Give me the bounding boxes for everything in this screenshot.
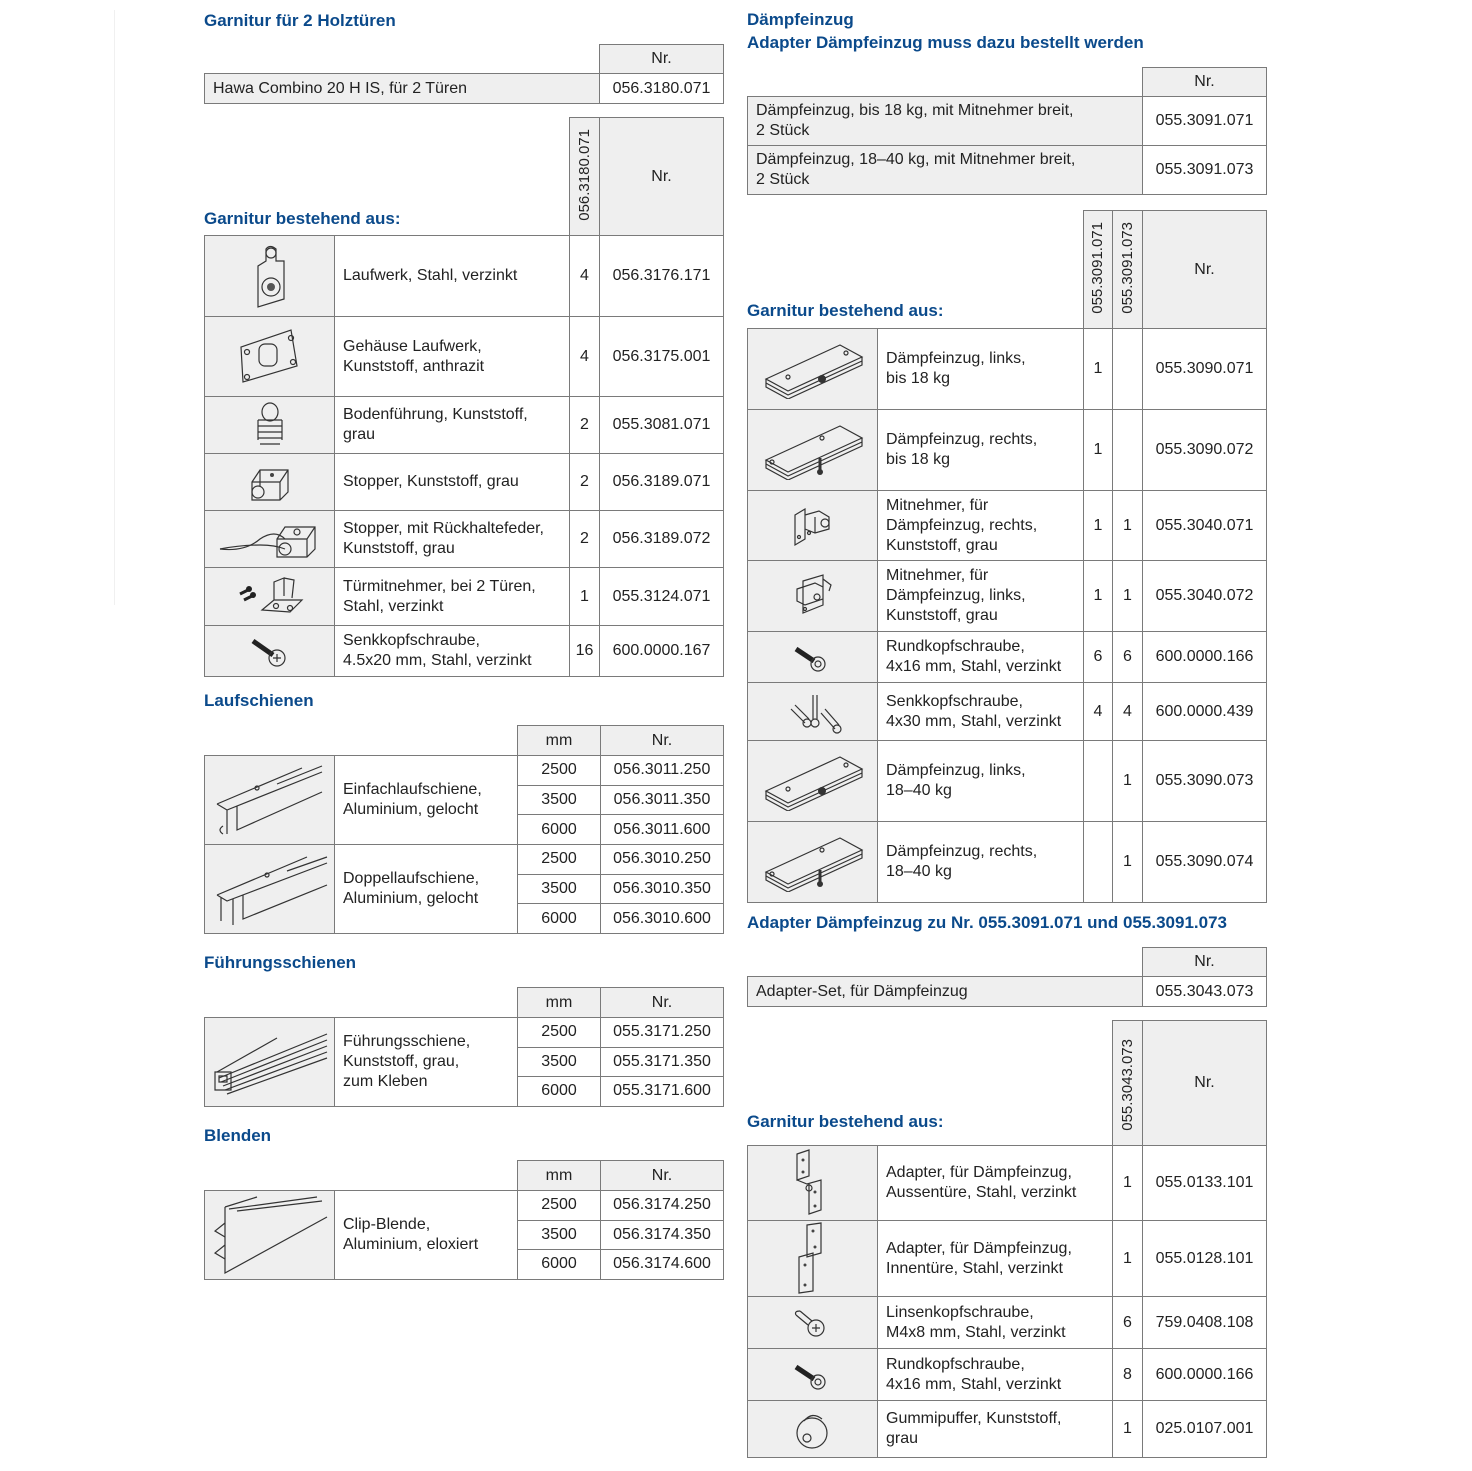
item-description: Dämpfeinzug, rechts, 18–40 kg: [878, 822, 1084, 903]
countersunk-screws-icon: [748, 683, 878, 741]
table-row: [748, 491, 1267, 561]
article-number: 055.0133.101: [1143, 1146, 1267, 1221]
length-mm: 3500: [518, 1047, 601, 1077]
item-description: Clip-Blende, Aluminium, eloxiert: [335, 1191, 518, 1280]
activator-right-icon: [748, 491, 878, 561]
table-row: [205, 626, 724, 677]
table-row: [748, 97, 1267, 146]
section-subtitle-daempfeinzug: Adapter Dämpfeinzug muss dazu bestellt werden: [747, 33, 1144, 52]
round-head-screw-icon: [748, 632, 878, 683]
column-header-mm: mm: [518, 988, 601, 1018]
section-title-laufschienen: Laufschienen: [204, 691, 314, 710]
length-mm: 6000: [518, 1077, 601, 1107]
article-number: 056.3174.250: [601, 1191, 724, 1221]
adapter-inner-door-icon: [748, 1221, 878, 1297]
length-mm: 6000: [518, 1250, 601, 1280]
table-row: [748, 1221, 1267, 1297]
quantity-set-b: 1: [1113, 741, 1143, 822]
column-header-nr: Nr.: [600, 118, 724, 236]
item-description: Laufwerk, Stahl, verzinkt: [335, 236, 570, 317]
quantity-set-a: 1: [1084, 410, 1113, 491]
item-description: Adapter, für Dämpfeinzug, Innentüre, Stahl, verzinkt: [878, 1221, 1113, 1297]
garnitur-components-table: [204, 117, 724, 677]
item-description: Senkkopfschraube, 4x30 mm, Stahl, verzinkt: [878, 683, 1084, 741]
article-number: 600.0000.167: [600, 626, 724, 677]
column-header-set: 056.3180.071: [570, 118, 600, 236]
item-description: Linsenkopfschraube, M4x8 mm, Stahl, verzinkt: [878, 1297, 1113, 1349]
article-number: 600.0000.439: [1143, 683, 1267, 741]
item-description: Dämpfeinzug, rechts, bis 18 kg: [878, 410, 1084, 491]
article-number: 055.3040.071: [1143, 491, 1267, 561]
article-number: 600.0000.166: [1143, 1349, 1267, 1401]
table-row: [205, 397, 724, 454]
article-number: 056.3189.071: [600, 454, 724, 511]
article-number: 056.3174.600: [601, 1250, 724, 1280]
article-number: 025.0107.001: [1143, 1401, 1267, 1458]
item-description: Einfachlaufschiene, Aluminium, gelocht: [335, 756, 518, 845]
length-mm: 2500: [518, 1191, 601, 1221]
column-header-mm: mm: [518, 726, 601, 756]
item-description: Doppellaufschiene, Aluminium, gelocht: [335, 845, 518, 934]
item-description: Stopper, Kunststoff, grau: [335, 454, 570, 511]
table-row: [205, 454, 724, 511]
item-description: Führungsschiene, Kunststoff, grau, zum Kleben: [335, 1018, 518, 1107]
article-number: 056.3010.600: [601, 904, 724, 934]
daempfeinzug-set-table: [747, 67, 1267, 195]
quantity: 16: [570, 626, 600, 677]
door-driver-icon: [205, 568, 335, 626]
article-number: 056.3010.250: [601, 845, 724, 875]
damper-right-icon: [748, 410, 878, 491]
item-description: Adapter, für Dämpfeinzug, Aussentüre, Stahl, verzinkt: [878, 1146, 1113, 1221]
article-number: 056.3176.171: [600, 236, 724, 317]
article-number: 055.3090.074: [1143, 822, 1267, 903]
stopper-icon: [205, 454, 335, 511]
article-number: 055.3090.072: [1143, 410, 1267, 491]
quantity-set-b: 1: [1113, 822, 1143, 903]
adapter-components-table: [747, 1020, 1267, 1458]
quantity: 1: [1113, 1401, 1143, 1458]
article-number: 056.3174.350: [601, 1220, 724, 1250]
column-header-nr: Nr.: [601, 988, 724, 1018]
countersunk-screw-icon: [205, 626, 335, 677]
item-description: Dämpfeinzug, links, 18–40 kg: [878, 741, 1084, 822]
components-heading: Garnitur bestehend aus:: [204, 209, 401, 228]
section-title-daempfeinzug: Dämpfeinzug: [747, 10, 854, 29]
set-article-number: 055.3043.073: [1143, 977, 1267, 1007]
column-header-nr: Nr.: [601, 726, 724, 756]
section-title-fuehrungsschienen: Führungsschienen: [204, 953, 357, 972]
table-row: [748, 1401, 1267, 1458]
table-row: [748, 977, 1267, 1007]
length-mm: 2500: [518, 1018, 601, 1048]
table-row: [748, 683, 1267, 741]
laufschienen-table: [204, 725, 724, 934]
quantity: 4: [570, 236, 600, 317]
clip-fascia-icon: [205, 1191, 335, 1280]
table-row: [748, 1146, 1267, 1221]
quantity-set-b: 1: [1113, 561, 1143, 632]
garnitur-set-table: [204, 44, 724, 104]
table-row: [205, 1018, 724, 1048]
item-description: Bodenführung, Kunststoff, grau: [335, 397, 570, 454]
table-row: [748, 1297, 1267, 1349]
item-description: Dämpfeinzug, links, bis 18 kg: [878, 329, 1084, 410]
table-row: [748, 741, 1267, 822]
table-row: [205, 568, 724, 626]
length-mm: 2500: [518, 756, 601, 786]
article-number: 055.3171.350: [601, 1047, 724, 1077]
quantity: 2: [570, 397, 600, 454]
item-description: Gummipuffer, Kunststoff, grau: [878, 1401, 1113, 1458]
quantity-set-a: 4: [1084, 683, 1113, 741]
quantity-set-a: 6: [1084, 632, 1113, 683]
quantity-set-a: [1084, 741, 1113, 822]
roller-carriage-icon: [205, 236, 335, 317]
table-row: [205, 511, 724, 568]
article-number: 055.3171.600: [601, 1077, 724, 1107]
table-row: [748, 632, 1267, 683]
item-description: Gehäuse Laufwerk, Kunststoff, anthrazit: [335, 317, 570, 397]
set-article-number: 055.3091.073: [1143, 146, 1267, 195]
fuehrungsschienen-table: [204, 987, 724, 1107]
activator-left-icon: [748, 561, 878, 632]
quantity-set-b: 4: [1113, 683, 1143, 741]
blenden-table: [204, 1160, 724, 1280]
quantity-set-b: [1113, 410, 1143, 491]
length-mm: 3500: [518, 874, 601, 904]
table-row: [748, 146, 1267, 195]
article-number: 600.0000.166: [1143, 632, 1267, 683]
length-mm: 6000: [518, 904, 601, 934]
quantity: 2: [570, 511, 600, 568]
column-header-mm: mm: [518, 1161, 601, 1191]
adapter-outer-door-icon: [748, 1146, 878, 1221]
quantity-set-a: [1084, 822, 1113, 903]
quantity: 1: [1113, 1221, 1143, 1297]
column-header-nr: Nr.: [1143, 68, 1267, 97]
quantity: 2: [570, 454, 600, 511]
table-row: [205, 74, 724, 104]
length-mm: 6000: [518, 815, 601, 845]
article-number: 056.3011.350: [601, 785, 724, 815]
daempfeinzug-components-table: [747, 210, 1267, 903]
set-description: Dämpfeinzug, bis 18 kg, mit Mitnehmer breit, 2 Stück: [748, 97, 1143, 146]
item-description: Mitnehmer, für Dämpfeinzug, rechts, Kunststoff, grau: [878, 491, 1084, 561]
table-row: [205, 1191, 724, 1221]
table-row: [205, 236, 724, 317]
damper-left-icon: [748, 329, 878, 410]
round-head-screw-icon: [748, 1349, 878, 1401]
article-number: 055.3124.071: [600, 568, 724, 626]
quantity: 1: [570, 568, 600, 626]
stopper-spring-icon: [205, 511, 335, 568]
quantity: 1: [1113, 1146, 1143, 1221]
quantity-set-b: 6: [1113, 632, 1143, 683]
length-mm: 3500: [518, 785, 601, 815]
article-number: 055.3081.071: [600, 397, 724, 454]
length-mm: 3500: [518, 1220, 601, 1250]
floor-guide-icon: [205, 397, 335, 454]
column-header-nr: Nr.: [1143, 1021, 1267, 1146]
damper-right-icon: [748, 822, 878, 903]
double-track-icon: [205, 845, 335, 934]
article-number: 056.3175.001: [600, 317, 724, 397]
quantity: 8: [1113, 1349, 1143, 1401]
article-number: 056.3010.350: [601, 874, 724, 904]
quantity-set-b: [1113, 329, 1143, 410]
column-header-set-a: 055.3091.071: [1084, 211, 1113, 329]
components-heading: Garnitur bestehend aus:: [747, 1112, 944, 1131]
column-header-nr: Nr.: [601, 1161, 724, 1191]
column-header-nr: Nr.: [1143, 211, 1267, 329]
set-description: Hawa Combino 20 H IS, für 2 Türen: [205, 74, 600, 104]
quantity: 4: [570, 317, 600, 397]
quantity-set-a: 1: [1084, 491, 1113, 561]
page-margin-line: [114, 10, 115, 605]
quantity-set-a: 1: [1084, 329, 1113, 410]
column-header-set: 055.3043.073: [1113, 1021, 1143, 1146]
item-description: Senkkopfschraube, 4.5x20 mm, Stahl, verzinkt: [335, 626, 570, 677]
table-row: [205, 845, 724, 875]
pan-head-screw-icon: [748, 1297, 878, 1349]
set-article-number: 055.3091.071: [1143, 97, 1267, 146]
article-number: 055.3171.250: [601, 1018, 724, 1048]
item-description: Türmitnehmer, bei 2 Türen, Stahl, verzinkt: [335, 568, 570, 626]
item-description: Stopper, mit Rückhaltefeder, Kunststoff, grau: [335, 511, 570, 568]
table-row: [205, 756, 724, 786]
set-description: Adapter-Set, für Dämpfeinzug: [748, 977, 1143, 1007]
article-number: 055.3090.071: [1143, 329, 1267, 410]
damper-left-icon: [748, 741, 878, 822]
components-heading: Garnitur bestehend aus:: [747, 301, 944, 320]
table-row: [205, 317, 724, 397]
set-description: Dämpfeinzug, 18–40 kg, mit Mitnehmer breit, 2 Stück: [748, 146, 1143, 195]
section-title-blenden: Blenden: [204, 1126, 272, 1145]
table-row: [748, 329, 1267, 410]
set-article-number: 056.3180.071: [600, 74, 724, 104]
item-description: Rundkopfschraube, 4x16 mm, Stahl, verzinkt: [878, 1349, 1113, 1401]
column-header-nr: Nr.: [600, 45, 724, 74]
column-header-set-b: 055.3091.073: [1113, 211, 1143, 329]
column-header-nr: Nr.: [1143, 948, 1267, 977]
adapter-set-table: [747, 947, 1267, 1007]
rubber-buffer-icon: [748, 1401, 878, 1458]
section-title-garnitur: Garnitur für 2 Holztüren: [204, 11, 396, 30]
carriage-housing-icon: [205, 317, 335, 397]
table-row: [748, 561, 1267, 632]
single-track-icon: [205, 756, 335, 845]
article-number: 056.3011.250: [601, 756, 724, 786]
item-description: Mitnehmer, für Dämpfeinzug, links, Kunststoff, grau: [878, 561, 1084, 632]
article-number: 055.3040.072: [1143, 561, 1267, 632]
article-number: 759.0408.108: [1143, 1297, 1267, 1349]
quantity-set-a: 1: [1084, 561, 1113, 632]
item-description: Rundkopfschraube, 4x16 mm, Stahl, verzinkt: [878, 632, 1084, 683]
section-title-adapter: Adapter Dämpfeinzug zu Nr. 055.3091.071 und 055.3091.073: [747, 913, 1227, 932]
length-mm: 2500: [518, 845, 601, 875]
article-number: 055.3090.073: [1143, 741, 1267, 822]
table-row: [748, 822, 1267, 903]
quantity: 6: [1113, 1297, 1143, 1349]
table-row: [748, 1349, 1267, 1401]
guide-rail-icon: [205, 1018, 335, 1107]
article-number: 056.3189.072: [600, 511, 724, 568]
article-number: 055.0128.101: [1143, 1221, 1267, 1297]
table-row: [748, 410, 1267, 491]
quantity-set-b: 1: [1113, 491, 1143, 561]
article-number: 056.3011.600: [601, 815, 724, 845]
